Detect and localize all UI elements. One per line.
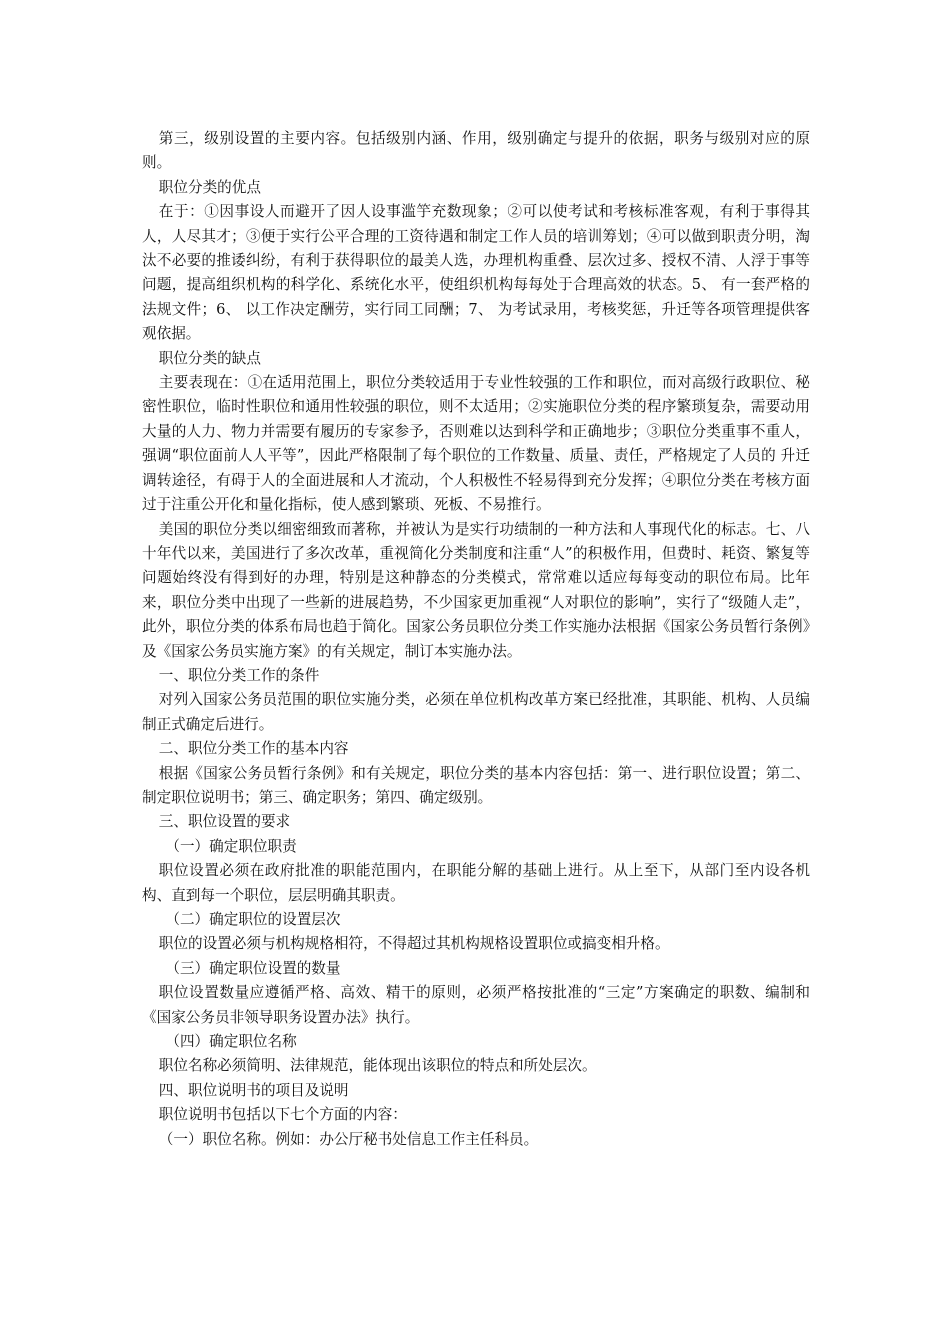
paragraph-section-2: 根据《国家公务员暂行条例》和有关规定，职位分类的基本内容包括：第一、进行职位设置；第二、制定职位说明书；第三、确定职务；第四、确定级别。: [142, 764, 810, 806]
paragraph-advantages: 在于：①因事设人而避开了因人设事滥竽充数现象；②可以使考试和考核标准客观，有利于事得其人，人尽其才；③便于实行公平合理的工资待遇和制定工作人员的培训筹划；④可以做到职责分明，淘汰不必要的推诿纠纷，有利于获得职位的最美人选，办理机构重叠、层次过多、授权不清、人浮于事等问题，提高组织机构的科学化、系统化水平，使组织机构每每处于合理高效的状态。5、 有一套严格的法规文件；6、 以工作决定酬劳，实行同工同酬；7、 为考试录用，考核奖惩，升迁等各项管理提供客观依据。: [142, 203, 810, 343]
subheading-3-4: （四）确定职位名称: [165, 1033, 297, 1051]
paragraph-us-classification: 美国的职位分类以细密细致而著称，并被认为是实行功绩制的一种方法和人事现代化的标志。七、八十年代以来，美国进行了多次改革，重视简化分类制度和注重“人”的积极作用，但费时、耗资、繁复等问题始终没有得到好的办理，特别是这种静态的分类模式，常常难以适应每每变动的职位布局。比年来，职位分类中出现了一些新的进展趋势，不少国家更加重视“人对职位的影响”，实行了“级随人走”，此外，职位分类的体系布局也趋于简化。国家公务员职位分类工作实施办法根据《国家公务员暂行条例》及《国家公务员实施方案》的有关规定，制订本实施办法。: [142, 520, 810, 660]
heading-section-2: 二、职位分类工作的基本内容: [158, 740, 349, 758]
paragraph-3-3: 职位设置数量应遵循严格、高效、精干的原则，必须严格按批准的“三定”方案确定的职数、编制和《国家公务员非领导职务设置办法》执行。: [142, 984, 810, 1026]
paragraph-level-setting-content: 第三，级别设置的主要内容。包括级别内涵、作用，级别确定与提升的依据，职务与级别对应的原则。: [142, 130, 810, 172]
heading-section-1: 一、职位分类工作的条件: [158, 666, 320, 684]
heading-classification-advantages: 职位分类的优点: [158, 178, 261, 196]
subheading-3-1: （一）确定职位职责: [165, 837, 297, 855]
heading-classification-disadvantages: 职位分类的缺点: [158, 349, 261, 367]
heading-section-4: 四、职位说明书的项目及说明: [158, 1081, 349, 1099]
subheading-3-3: （三）确定职位设置的数量: [165, 959, 341, 977]
paragraph-3-4: 职位名称必须简明、法律规范，能体现出该职位的特点和所处层次。: [158, 1057, 597, 1075]
heading-section-3: 三、职位设置的要求: [158, 813, 291, 831]
document-body: [142, 127, 810, 1152]
paragraph-section-1: 对列入国家公务员范围的职位实施分类，必须在单位机构改革方案已经批准，其职能、机构、人员编制正式确定后进行。: [142, 691, 810, 733]
subheading-3-2: （二）确定职位的设置层次: [165, 911, 341, 928]
paragraph-disadvantages: 主要表现在：①在适用范围上，职位分类较适用于专业性较强的工作和职位，而对高级行政职位、秘密性职位，临时性职位和通用性较强的职位，则不太适用；②实施职位分类的程序繁琐复杂，需要动用大量的人力、物力并需要有履历的专家参予，否则难以达到科学和正确地步；③职位分类重事不重人，强调“职位面前人人平等”，因此严格限制了每个职位的工作数量、质量、责任，严格规定了人员的 升迁调转途径，有碍于人的全面进展和人才流动，个人积极性不轻易得到充分发挥；④职位分类在考核方面过于注重公开化和量化指标，使人感到繁琐、死板、不易推行。: [142, 374, 810, 514]
paragraph-4-1: （一）职位名称。例如：办公厅秘书处信息工作主任科员。: [158, 1130, 539, 1148]
paragraph-3-2: 职位的设置必须与机构规格相符，不得超过其机构规格设置职位或搞变相升格。: [158, 935, 670, 953]
paragraph-section-4: 职位说明书包括以下七个方面的内容：: [158, 1106, 407, 1124]
paragraph-3-1: 职位设置必须在政府批准的职能范围内，在职能分解的基础上进行。从上至下，从部门至内设各机构、直到每一个职位，层层明确其职责。: [142, 862, 810, 904]
